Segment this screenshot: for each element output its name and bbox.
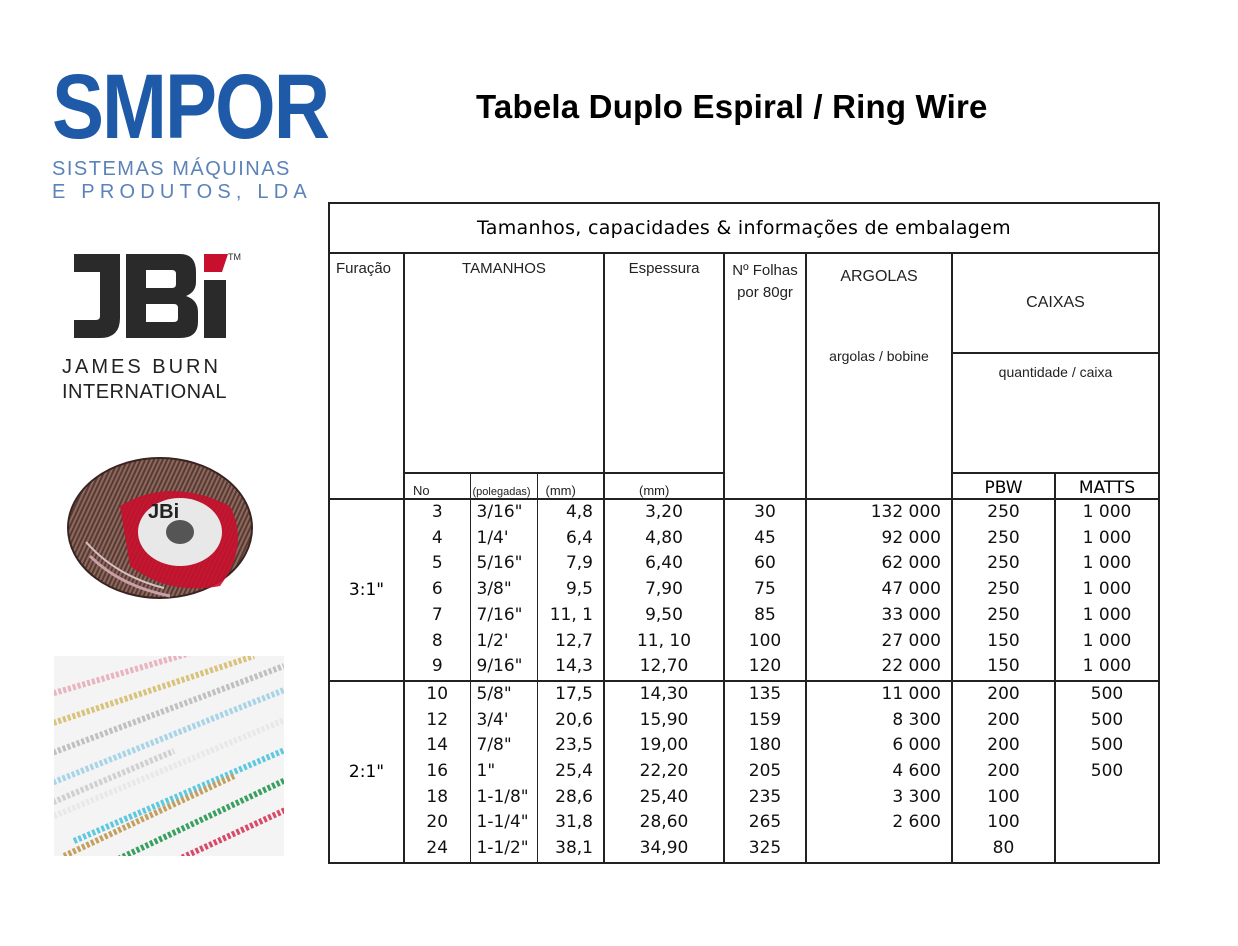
cell-argolas: 8 300	[806, 708, 952, 734]
cell-folhas: 205	[724, 759, 806, 785]
cell-argolas: 132 000	[806, 499, 952, 526]
cell-matts: 1 000	[1055, 654, 1159, 681]
table-row	[329, 810, 1159, 836]
cell-folhas: 265	[724, 810, 806, 836]
smpor-logo-line-1: SISTEMAS MÁQUINAS	[52, 158, 291, 180]
header-caixas-sub-label: quantidade / caixa	[998, 364, 1113, 380]
cell-pbw: 250	[952, 551, 1055, 577]
header-folhas	[724, 253, 806, 499]
cell-no: 9	[404, 654, 470, 681]
cell-inch: 7/16"	[470, 603, 537, 629]
cell-pbw: 200	[952, 708, 1055, 734]
header-no: No	[404, 473, 470, 499]
cell-argolas: 62 000	[806, 551, 952, 577]
table-row	[329, 603, 1159, 629]
table-row	[329, 708, 1159, 734]
cell-no: 14	[404, 733, 470, 759]
cell-pbw: 150	[952, 629, 1055, 655]
cell-argolas: 92 000	[806, 526, 952, 552]
cell-espessura: 6,40	[604, 551, 724, 577]
cell-mm: 28,6	[537, 785, 604, 811]
cell-argolas: 6 000	[806, 733, 952, 759]
jbi-logo-mark	[62, 246, 242, 346]
cell-mm: 9,5	[537, 577, 604, 603]
cell-folhas: 85	[724, 603, 806, 629]
cell-folhas: 75	[724, 577, 806, 603]
cell-argolas	[806, 836, 952, 863]
table-row	[329, 785, 1159, 811]
cell-folhas: 180	[724, 733, 806, 759]
page-title: Tabela Duplo Espiral / Ring Wire	[476, 88, 988, 125]
header-argolas	[806, 253, 952, 499]
jbi-caption-line-2: INTERNATIONAL	[62, 381, 228, 403]
cell-mm: 4,8	[537, 499, 604, 526]
header-argolas-label: ARGOLAS	[840, 268, 918, 285]
table-row	[329, 681, 1159, 708]
cell-espessura: 28,60	[604, 810, 724, 836]
cell-argolas: 2 600	[806, 810, 952, 836]
cell-mm: 20,6	[537, 708, 604, 734]
cell-espessura: 3,20	[604, 499, 724, 526]
header-pbw: PBW	[952, 473, 1055, 499]
cell-folhas: 120	[724, 654, 806, 681]
cell-espessura: 9,50	[604, 603, 724, 629]
cell-pbw: 80	[952, 836, 1055, 863]
cell-espessura: 34,90	[604, 836, 724, 863]
smpor-logo	[52, 54, 329, 204]
cell-argolas: 27 000	[806, 629, 952, 655]
cell-pbw: 250	[952, 499, 1055, 526]
spec-table	[328, 202, 1160, 864]
cell-inch: 3/4'	[470, 708, 537, 734]
smpor-logo-line-2: E PRODUTOS, LDA	[52, 181, 312, 203]
header-furacao	[329, 253, 404, 473]
cell-matts: 1 000	[1055, 526, 1159, 552]
cell-argolas: 22 000	[806, 654, 952, 681]
cell-espessura: 4,80	[604, 526, 724, 552]
cell-pbw: 100	[952, 785, 1055, 811]
header-tamanhos-label: TAMANHOS	[462, 260, 546, 277]
cell-mm: 31,8	[537, 810, 604, 836]
cell-matts: 500	[1055, 733, 1159, 759]
cell-matts: 1 000	[1055, 629, 1159, 655]
cell-pbw: 150	[952, 654, 1055, 681]
table-row	[329, 551, 1159, 577]
cell-no: 6	[404, 577, 470, 603]
cell-no: 7	[404, 603, 470, 629]
table-body	[329, 499, 1159, 863]
cell-folhas: 135	[724, 681, 806, 708]
cell-mm: 23,5	[537, 733, 604, 759]
header-caixas	[952, 253, 1159, 353]
cell-folhas: 30	[724, 499, 806, 526]
cell-inch: 5/8"	[470, 681, 537, 708]
cell-mm: 6,4	[537, 526, 604, 552]
header-caixas-sub	[952, 353, 1159, 473]
cell-matts: 1 000	[1055, 603, 1159, 629]
table-row	[329, 654, 1159, 681]
table-row	[329, 759, 1159, 785]
table-row	[329, 499, 1159, 526]
cell-espessura: 7,90	[604, 577, 724, 603]
cell-mm: 12,7	[537, 629, 604, 655]
header-tamanhos	[404, 253, 604, 473]
jbi-tm-mark: TM	[228, 252, 241, 262]
cell-matts	[1055, 836, 1159, 863]
cell-inch: 1/4'	[470, 526, 537, 552]
cell-no: 5	[404, 551, 470, 577]
cell-folhas: 45	[724, 526, 806, 552]
cell-pbw: 250	[952, 577, 1055, 603]
colored-wires-image	[54, 656, 284, 856]
cell-inch: 3/8"	[470, 577, 537, 603]
cell-mm: 17,5	[537, 681, 604, 708]
header-mm: (mm)	[537, 473, 604, 499]
cell-no: 12	[404, 708, 470, 734]
cell-mm: 7,9	[537, 551, 604, 577]
cell-espessura: 15,90	[604, 708, 724, 734]
cell-no: 8	[404, 629, 470, 655]
header-folhas-line-2: por 80gr	[737, 284, 793, 301]
cell-mm: 11, 1	[537, 603, 604, 629]
cell-folhas: 235	[724, 785, 806, 811]
cell-espessura: 25,40	[604, 785, 724, 811]
cell-argolas: 47 000	[806, 577, 952, 603]
table-row	[329, 577, 1159, 603]
cell-mm: 25,4	[537, 759, 604, 785]
table-row	[329, 836, 1159, 863]
wire-spool-image	[60, 446, 280, 606]
header-esp-mm: (mm)	[604, 473, 724, 499]
header-furacao-label: Furação	[336, 260, 392, 277]
cell-pbw: 250	[952, 526, 1055, 552]
cell-mm: 38,1	[537, 836, 604, 863]
table-row	[329, 733, 1159, 759]
header-folhas-line-1: Nº Folhas	[732, 262, 798, 279]
table-banner: Tamanhos, capacidades & informações de embalagem	[329, 203, 1159, 253]
header-polegadas: (polegadas)	[470, 473, 537, 499]
cell-argolas: 4 600	[806, 759, 952, 785]
cell-pbw: 200	[952, 733, 1055, 759]
header-espessura-label: Espessura	[628, 260, 700, 277]
cell-inch: 1-1/2"	[470, 836, 537, 863]
pitch-cell: 3:1"	[329, 499, 404, 681]
cell-espessura: 19,00	[604, 733, 724, 759]
table-row	[329, 629, 1159, 655]
cell-argolas: 33 000	[806, 603, 952, 629]
cell-inch: 1-1/8"	[470, 785, 537, 811]
cell-matts: 500	[1055, 708, 1159, 734]
cell-matts: 500	[1055, 681, 1159, 708]
cell-inch: 7/8"	[470, 733, 537, 759]
header-argolas-sub: argolas / bobine	[829, 348, 929, 364]
cell-espessura: 22,20	[604, 759, 724, 785]
cell-folhas: 159	[724, 708, 806, 734]
cell-espessura: 12,70	[604, 654, 724, 681]
cell-argolas: 3 300	[806, 785, 952, 811]
cell-inch: 1-1/4"	[470, 810, 537, 836]
header-espessura	[604, 253, 724, 473]
cell-inch: 9/16"	[470, 654, 537, 681]
cell-no: 20	[404, 810, 470, 836]
cell-no: 16	[404, 759, 470, 785]
cell-no: 10	[404, 681, 470, 708]
cell-matts: 1 000	[1055, 577, 1159, 603]
cell-no: 24	[404, 836, 470, 863]
cell-folhas: 325	[724, 836, 806, 863]
cell-pbw: 200	[952, 759, 1055, 785]
cell-folhas: 60	[724, 551, 806, 577]
cell-matts: 1 000	[1055, 551, 1159, 577]
cell-no: 3	[404, 499, 470, 526]
cell-pbw: 100	[952, 810, 1055, 836]
cell-inch: 1/2'	[470, 629, 537, 655]
cell-matts	[1055, 785, 1159, 811]
pitch-cell: 2:1"	[329, 681, 404, 863]
jbi-logo	[62, 246, 262, 405]
header-furacao-blank	[329, 473, 404, 499]
table-row	[329, 526, 1159, 552]
jbi-caption-line-1: JAMES BURN	[62, 356, 221, 378]
cell-no: 18	[404, 785, 470, 811]
smpor-logo-word: SMPOR	[52, 54, 329, 159]
cell-folhas: 100	[724, 629, 806, 655]
cell-matts: 1 000	[1055, 499, 1159, 526]
header-caixas-label: CAIXAS	[1026, 294, 1085, 311]
cell-espessura: 11, 10	[604, 629, 724, 655]
cell-matts: 500	[1055, 759, 1159, 785]
cell-no: 4	[404, 526, 470, 552]
spec-table-wrap	[328, 202, 1160, 864]
spool-label: JBi	[148, 501, 180, 523]
cell-inch: 5/16"	[470, 551, 537, 577]
cell-argolas: 11 000	[806, 681, 952, 708]
cell-matts	[1055, 810, 1159, 836]
cell-pbw: 250	[952, 603, 1055, 629]
cell-inch: 1"	[470, 759, 537, 785]
cell-mm: 14,3	[537, 654, 604, 681]
cell-inch: 3/16"	[470, 499, 537, 526]
header-matts: MATTS	[1055, 473, 1159, 499]
cell-pbw: 200	[952, 681, 1055, 708]
cell-espessura: 14,30	[604, 681, 724, 708]
